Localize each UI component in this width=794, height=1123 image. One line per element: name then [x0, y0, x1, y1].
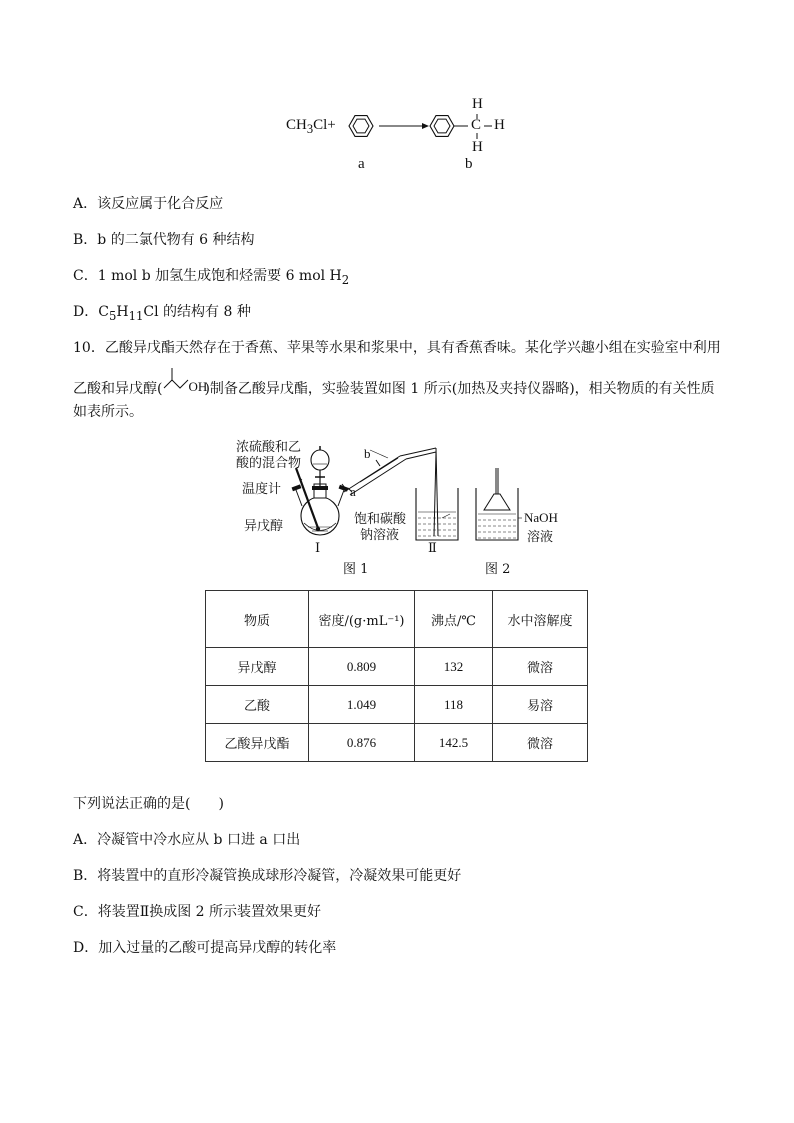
- label-b: b: [465, 156, 473, 172]
- figure-2-caption: 图 2: [485, 562, 511, 577]
- label-saturated-1: 饱和碳酸: [354, 512, 407, 527]
- table-row: [206, 724, 588, 762]
- label-naoh: NaOH: [524, 510, 558, 525]
- q10-line-2-pre: 乙酸和异戊醇(: [73, 381, 163, 397]
- label-port-b: b: [364, 446, 371, 461]
- delivery-tube: [400, 448, 436, 456]
- inverted-funnel: [484, 494, 510, 510]
- table-cell: 118: [415, 686, 493, 724]
- table-header: 密度/(g·mL⁻¹): [309, 591, 415, 648]
- isoamyl-alcohol-structure: [162, 379, 208, 398]
- q9-option-d: D．$C_5H_{11}Cl$ 的结构有 8 种: [73, 304, 251, 323]
- q9-option-c: C．1 mol b 加氢生成饱和烃需要 6 mol $H_2$: [73, 268, 350, 287]
- table-cell: 1.049: [309, 686, 415, 724]
- table-cell: 微溶: [493, 648, 588, 686]
- carbon-atom: C: [471, 117, 482, 133]
- table-header-row: [206, 591, 588, 648]
- label-mixture-2: 酸的混合物: [236, 456, 302, 471]
- q10-option-d: D．加入过量的乙酸可提高异戊醇的转化率: [73, 940, 337, 956]
- benzene-ring-a: [349, 116, 373, 137]
- label-solution: 溶液: [527, 530, 554, 545]
- q10-line-2-post: )制备乙酸异戊酯，实验装置如图 1 所示(加热及夹持仪器略)，相关物质的有关性质: [204, 381, 715, 397]
- reactant-formula: $CH_3Cl+$: [286, 117, 336, 136]
- oh-group: OH: [188, 379, 208, 394]
- table-cell: 异戊醇: [206, 648, 309, 686]
- q10-line-2: [73, 378, 715, 398]
- table-row: [206, 648, 588, 686]
- table-cell: 乙酸异戊酯: [206, 724, 309, 762]
- q10-option-a: A．冷凝管中冷水应从 b 口进 a 口出: [73, 832, 301, 848]
- table-header: 沸点/℃: [415, 591, 493, 648]
- table-cell: 微溶: [493, 724, 588, 762]
- benzene-ring-b: [430, 116, 454, 137]
- dropping-funnel: [311, 450, 329, 470]
- table-cell: 乙酸: [206, 686, 309, 724]
- table-cell: 142.5: [415, 724, 493, 762]
- q9-option-b: B．b 的二氯代物有 6 种结构: [73, 232, 255, 248]
- label-apparatus-ii: Ⅱ: [428, 540, 437, 555]
- label-mixture-1: 浓硫酸和乙: [236, 440, 302, 455]
- label-a: a: [358, 156, 365, 172]
- q10-option-b: B．将装置中的直形冷凝管换成球形冷凝管，冷凝效果可能更好: [73, 868, 462, 884]
- hydrogen-right: H: [494, 117, 505, 133]
- table-row: [206, 686, 588, 724]
- q10-option-c: C．将装置Ⅱ换成图 2 所示装置效果更好: [73, 904, 322, 920]
- q10-question: 下列说法正确的是( ): [73, 796, 224, 812]
- table-cell: 0.809: [309, 648, 415, 686]
- label-thermometer: 温度计: [242, 482, 282, 497]
- reaction-scheme: [340, 95, 520, 155]
- table-header: 物质: [206, 591, 309, 648]
- figure-1-caption: 图 1: [343, 562, 369, 577]
- q10-line-3: 如表所示。: [73, 404, 143, 420]
- label-saturated-2: 钠溶液: [360, 528, 400, 543]
- properties-table: [205, 590, 588, 762]
- label-apparatus-i: Ⅰ: [315, 540, 321, 555]
- label-port-a: a: [350, 484, 356, 499]
- table-cell: 易溶: [493, 686, 588, 724]
- hydrogen-top: H: [472, 96, 483, 112]
- q10-line-1: 10．乙酸异戊酯天然存在于香蕉、苹果等水果和浆果中，具有香蕉香味。某化学兴趣小组在实验室中利用: [73, 340, 721, 356]
- label-isoamyl-alcohol: 异戊醇: [244, 519, 284, 534]
- table-header: 水中溶解度: [493, 591, 588, 648]
- table-cell: 0.876: [309, 724, 415, 762]
- hydrogen-bottom: H: [472, 139, 483, 155]
- table-cell: 132: [415, 648, 493, 686]
- q9-option-a: A．该反应属于化合反应: [73, 196, 224, 212]
